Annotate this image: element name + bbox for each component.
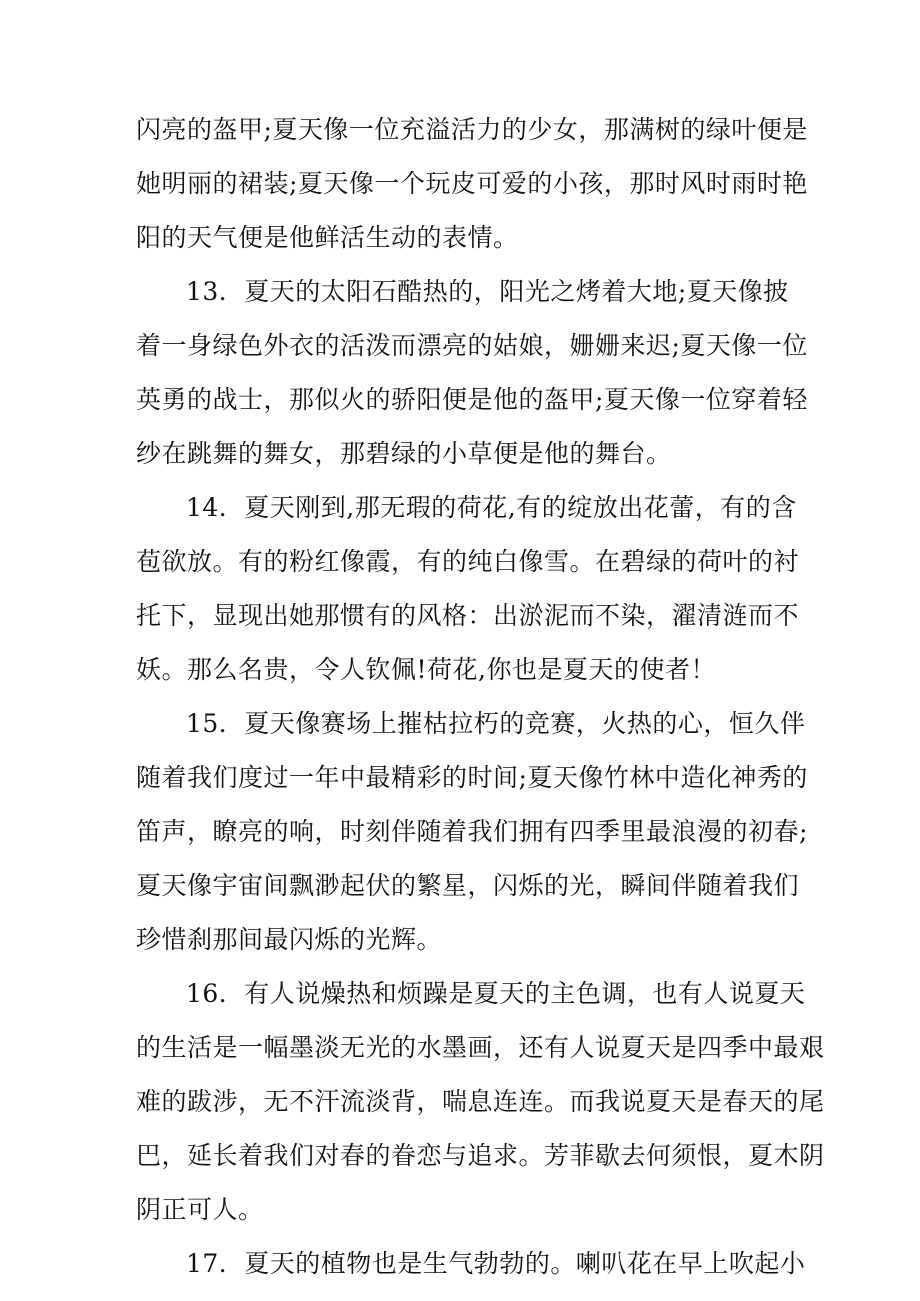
text-line: 笛声，瞭亮的响，时刻伴随着我们拥有四季里最浪漫的初春; (136, 817, 808, 846)
text-line: 阴正可人。 (136, 1195, 264, 1224)
text-line: 纱在跳舞的舞女，那碧绿的小草便是他的舞台。 (136, 439, 672, 468)
text-line: 着一身绿色外衣的活泼而漂亮的姑娘，姗姗来迟;夏天像一位 (136, 331, 808, 360)
paragraph-17 (136, 1237, 806, 1291)
text-line: 的生活是一幅墨淡无光的水墨画，还有人说夏天是四季中最艰 (136, 1033, 825, 1062)
text-line: 妖。那么名贵，令人钦佩!荷花,你也是夏天的使者！ (136, 655, 716, 684)
text-line: 难的跋涉，无不汗流淡背，喘息连连。而我说夏天是春天的尾 (136, 1087, 825, 1116)
text-line: 夏天像宇宙间飘渺起伏的繁星，闪烁的光，瞬间伴随着我们 (136, 871, 800, 900)
text-line: 珍惜刹那间最闪烁的光辉。 (136, 925, 443, 954)
text-line: 她明丽的裙装;夏天像一个玩皮可爱的小孩，那时风时雨时艳 (136, 169, 808, 198)
text-line: 17．夏天的植物也是生气勃勃的。喇叭花在早上吹起小 (186, 1249, 806, 1278)
paragraph-15 (136, 697, 808, 967)
text-line: 阳的天气便是他鲜活生动的表情。 (136, 223, 519, 252)
paragraph-14 (136, 481, 800, 697)
text-line: 15．夏天像赛场上摧枯拉朽的竞赛，火热的心，恒久伴 (186, 709, 806, 738)
paragraph-16 (136, 967, 825, 1237)
text-line: 随着我们度过一年中最精彩的时间;夏天像竹林中造化神秀的 (136, 763, 808, 792)
document-body (136, 103, 825, 1291)
text-line: 巴，延长着我们对春的眷恋与追求。芳菲歇去何须恨，夏木阴 (136, 1141, 825, 1170)
text-line: 16．有人说燥热和烦躁是夏天的主色调，也有人说夏天 (186, 979, 806, 1008)
text-line: 托下，显现出她那惯有的风格：出淤泥而不染，濯清涟而不 (136, 601, 800, 630)
text-line: 闪亮的盔甲;夏天像一位充溢活力的少女，那满树的绿叶便是 (136, 115, 808, 144)
text-line: 13．夏天的太阳石酷热的，阳光之烤着大地;夏天像披 (186, 277, 789, 306)
text-line: 14．夏天刚到,那无瑕的荷花,有的绽放出花蕾，有的含 (186, 493, 797, 522)
paragraph-12-continuation (136, 103, 808, 265)
text-line: 英勇的战士，那似火的骄阳便是他的盔甲;夏天像一位穿着轻 (136, 385, 808, 414)
text-line: 苞欲放。有的粉红像霞，有的纯白像雪。在碧绿的荷叶的衬 (136, 547, 800, 576)
paragraph-13 (136, 265, 808, 481)
